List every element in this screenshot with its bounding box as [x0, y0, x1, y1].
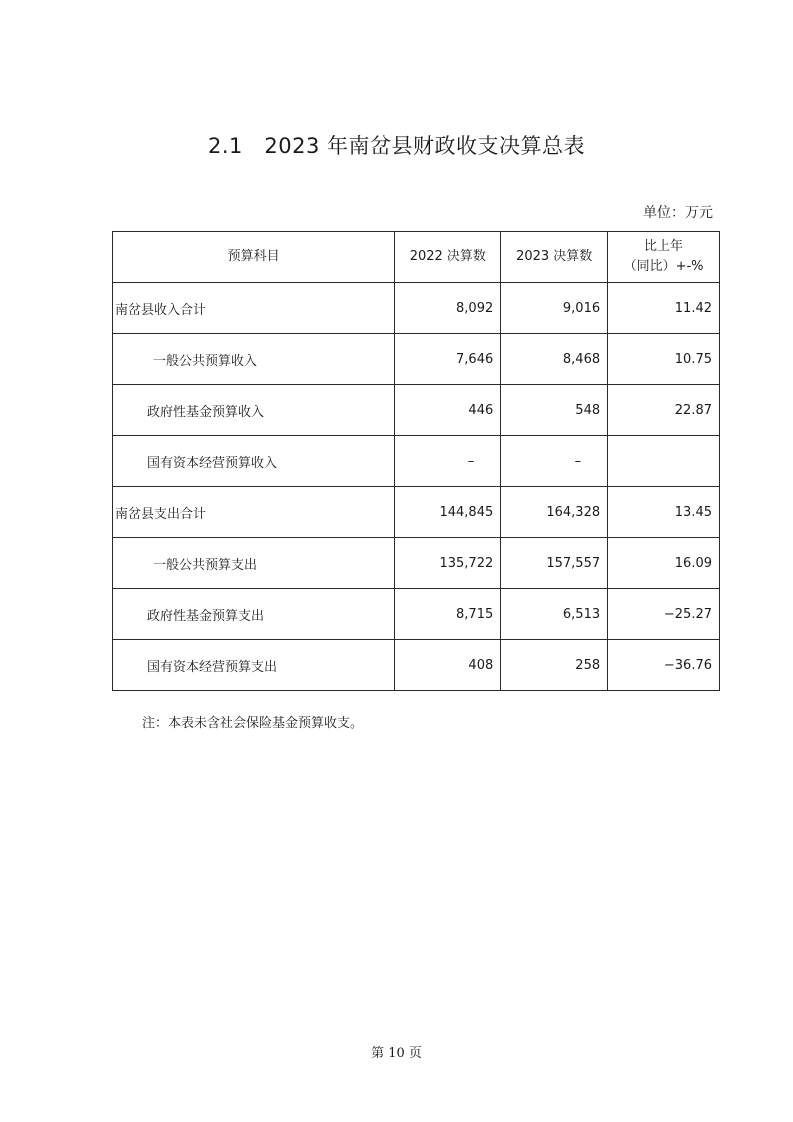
value-yoy: 13.45: [608, 487, 720, 538]
value-2022: –: [395, 436, 501, 487]
table-row: [113, 334, 720, 385]
value-yoy: [608, 436, 720, 487]
value-2022: 135,722: [395, 538, 501, 589]
table-row: [113, 283, 720, 334]
value-2022: 8,715: [395, 589, 501, 640]
value-2023: 548: [501, 385, 608, 436]
value-2022: 8,092: [395, 283, 501, 334]
row-label: 南岔县收入合计: [113, 283, 395, 334]
value-2023: 157,557: [501, 538, 608, 589]
value-2023: –: [501, 436, 608, 487]
value-2022: 408: [395, 640, 501, 691]
value-2023: 6,513: [501, 589, 608, 640]
header-2022: 2022 决算数: [395, 232, 501, 283]
value-2022: 446: [395, 385, 501, 436]
header-yoy: [608, 232, 720, 283]
value-2022: 7,646: [395, 334, 501, 385]
value-2023: 8,468: [501, 334, 608, 385]
header-subject: 预算科目: [113, 232, 395, 283]
row-label: 国有资本经营预算收入: [113, 436, 395, 487]
row-label: 一般公共预算收入: [113, 334, 395, 385]
page-number: 第 10 页: [371, 1046, 422, 1061]
value-yoy: 16.09: [608, 538, 720, 589]
value-yoy: −36.76: [608, 640, 720, 691]
table-row: [113, 487, 720, 538]
header-2023: 2023 决算数: [501, 232, 608, 283]
header-yoy-line1: 比上年: [644, 239, 684, 254]
header-yoy-line2: （同比）+-%: [623, 259, 704, 274]
table-header-row: [113, 232, 720, 283]
table-note: 注：本表未含社会保险基金预算收支。: [142, 716, 364, 731]
unit-label: 单位：万元: [643, 205, 713, 221]
value-yoy: 22.87: [608, 385, 720, 436]
row-label: 政府性基金预算支出: [113, 589, 395, 640]
row-label: 南岔县支出合计: [113, 487, 395, 538]
table-row: [113, 538, 720, 589]
value-yoy: 11.42: [608, 283, 720, 334]
page-title: 2.1 2023 年南岔县财政收支决算总表: [207, 134, 585, 158]
table-row: [113, 436, 720, 487]
value-2023: 258: [501, 640, 608, 691]
table-row: [113, 385, 720, 436]
row-label: 国有资本经营预算支出: [113, 640, 395, 691]
table-row: [113, 640, 720, 691]
row-label: 政府性基金预算收入: [113, 385, 395, 436]
value-2022: 144,845: [395, 487, 501, 538]
budget-summary-table: [112, 231, 720, 691]
value-2023: 164,328: [501, 487, 608, 538]
table-row: [113, 589, 720, 640]
row-label: 一般公共预算支出: [113, 538, 395, 589]
value-yoy: −25.27: [608, 589, 720, 640]
value-yoy: 10.75: [608, 334, 720, 385]
value-2023: 9,016: [501, 283, 608, 334]
